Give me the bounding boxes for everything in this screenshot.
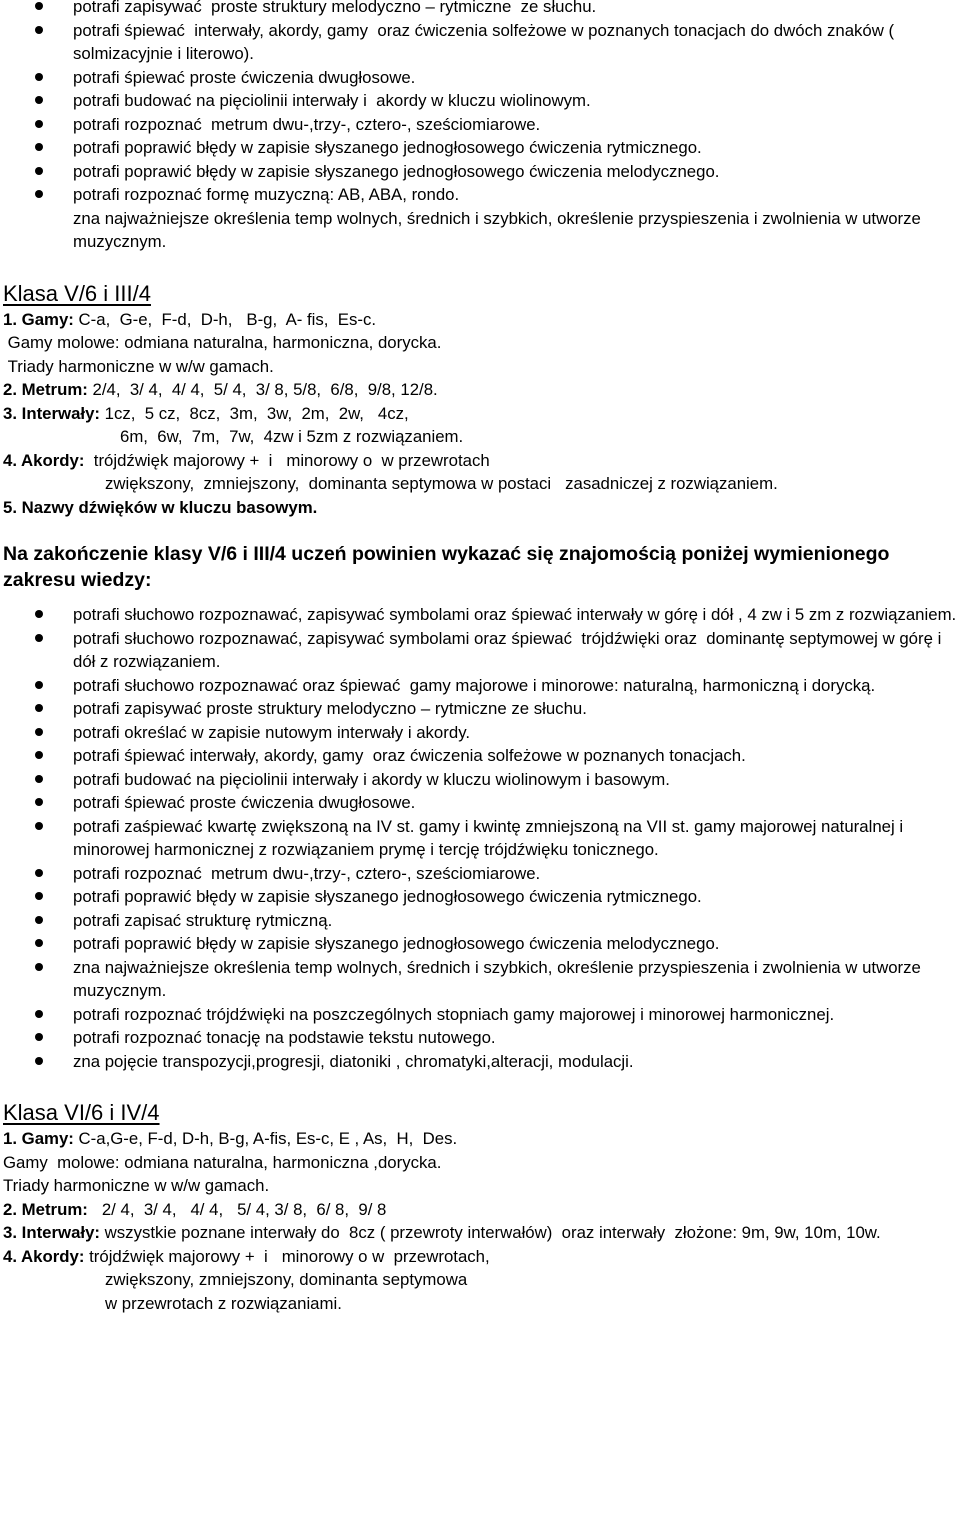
akordy-continuation: zwiększony, zmniejszony, dominanta septymowa w postaci zasadniczej z rozwiązaniem. [105, 474, 778, 493]
list-item: potrafi budować na pięciolinii interwały i akordy w kluczu wiolinowym. [73, 89, 960, 113]
list-item: potrafi śpiewać interwały, akordy, gamy oraz ćwiczenia solfeżowe w poznanych tonacjach. [73, 744, 960, 768]
list-continuation: zna najważniejsze określenia temp wolnych, średnich i szybkich, określenie przyspieszenia i zwolnienia w utworze muzycznym. [73, 208, 926, 251]
section-heading-klasa-v: Klasa V/6 i III/4 [3, 280, 151, 306]
metrum-line: 2. Metrum: 2/4, 3/ 4, 4/ 4, 5/ 4, 3/ 8, 5/8, 6/8, 9/8, 12/8. [3, 380, 438, 399]
list-item: zna najważniejsze określenia temp wolnych, średnich i szybkich, określenie przyspieszenia i zwolnienia w utworze muzycznym. [73, 956, 960, 1003]
akordy-line: 4. Akordy: trójdźwięk majorowy + i minorowy o w przewrotach [3, 450, 490, 470]
list-item: potrafi rozpoznać tonację na podstawie tekstu nutowego. [73, 1026, 960, 1050]
list-item: zna pojęcie transpozycji,progresji, diatoniki , chromatyki,alteracji, modulacji. [73, 1050, 960, 1074]
interwaly-continuation: 6m, 6w, 7m, 7w, 4zw i 5zm z rozwiązaniem. [120, 427, 464, 446]
list-item: potrafi śpiewać interwały, akordy, gamy oraz ćwiczenia solfeżowe w poznanych tonacjach do dwóch znaków ( solmizacyjnie i literowo). [73, 19, 960, 66]
akordy-line: 4. Akordy: trójdźwięk majorowy + i minorowy o w przewrotach, [3, 1246, 490, 1266]
interwaly-line: 3. Interwały: 1cz, 5 cz, 8cz, 3m, 3w, 2m, 2w, 4cz, [3, 403, 409, 423]
summary-bullet-list [0, 603, 960, 1073]
list-item: potrafi określać w zapisie nutowym interwały i akordy. [73, 721, 960, 745]
list-item: potrafi zapisać strukturę rytmiczną. [73, 909, 960, 933]
interwaly-line: 3. Interwały: wszystkie poznane interwały do 8cz ( przewroty interwałów) oraz interwały złożone: 9m, 9w, 10m, 10w. [3, 1223, 881, 1242]
gamy-line: 1. Gamy: C-a, G-e, F-d, D-h, B-g, A- fis, Es-c. [3, 309, 377, 329]
list-item: potrafi poprawić błędy w zapisie słyszanego jednogłosowego ćwiczenia rytmicznego. [73, 136, 960, 160]
summary-heading: Na zakończenie klasy V/6 i III/4 uczeń powinien wykazać się znajomością poniżej wymienionego zakresu wiedzy: [3, 543, 895, 591]
nazwy-line: 5. Nazwy dźwięków w kluczu basowym. [3, 497, 318, 517]
list-item: potrafi rozpoznać metrum dwu-,trzy-, cztero-, sześciomiarowe. [73, 862, 960, 886]
akordy-continuation: zwiększony, zmniejszony, dominanta septymowa [105, 1270, 468, 1289]
list-item: potrafi rozpoznać trójdźwięki na poszczególnych stopniach gamy majorowej i minorowej harmonicznej. [73, 1003, 960, 1027]
top-bullet-list [0, 0, 960, 207]
list-item: potrafi słuchowo rozpoznawać, zapisywać symbolami oraz śpiewać trójdźwięki oraz dominantę septymowej w górę i dół z rozwiązaniem. [73, 627, 960, 674]
list-item: potrafi poprawić błędy w zapisie słyszanego jednogłosowego ćwiczenia melodycznego. [73, 932, 960, 956]
gamy-molowe-line: Gamy molowe: odmiana naturalna, harmoniczna, dorycka. [3, 333, 442, 352]
gamy-line: 1. Gamy: C-a,G-e, F-d, D-h, B-g, A-fis, Es-c, E , As, H, Des. [3, 1129, 458, 1148]
list-item: potrafi śpiewać proste ćwiczenia dwugłosowe. [73, 66, 960, 90]
triady-line: Triady harmoniczne w w/w gamach. [3, 356, 274, 376]
list-item: potrafi poprawić błędy w zapisie słyszanego jednogłosowego ćwiczenia melodycznego. [73, 160, 960, 184]
list-item: potrafi budować na pięciolinii interwały i akordy w kluczu wiolinowym i basowym. [73, 768, 960, 792]
list-item: potrafi słuchowo rozpoznawać, zapisywać symbolami oraz śpiewać interwały w górę i dół , 4 zw i 5 zm z rozwiązaniem. [73, 603, 960, 627]
list-item: potrafi zaśpiewać kwartę zwiększoną na IV st. gamy i kwintę zmniejszoną na VII st. gamy majorowej naturalnej i minorowej harmonicznej z rozwiązaniem prymę i tercję trójdźwięku tonicznego. [73, 815, 960, 862]
list-item: potrafi rozpoznać formę muzyczną: AB, ABA, rondo. [73, 183, 960, 207]
section-heading-klasa-vi: Klasa VI/6 i IV/4 [3, 1100, 160, 1125]
metrum-line: 2. Metrum: 2/ 4, 3/ 4, 4/ 4, 5/ 4, 3/ 8, 6/ 8, 9/ 8 [3, 1199, 387, 1219]
akordy-continuation: w przewrotach z rozwiązaniami. [105, 1293, 342, 1313]
list-item: potrafi rozpoznać metrum dwu-,trzy-, cztero-, sześciomiarowe. [73, 113, 960, 137]
list-item: potrafi śpiewać proste ćwiczenia dwugłosowe. [73, 791, 960, 815]
list-item: potrafi zapisywać proste struktury melodyczno – rytmiczne ze słuchu. [73, 0, 960, 19]
triady-line: Triady harmoniczne w w/w gamach. [3, 1176, 270, 1195]
list-item: potrafi zapisywać proste struktury melodyczno – rytmiczne ze słuchu. [73, 697, 960, 721]
gamy-molowe-line: Gamy molowe: odmiana naturalna, harmoniczna ,dorycka. [3, 1152, 442, 1172]
list-item: potrafi poprawić błędy w zapisie słyszanego jednogłosowego ćwiczenia rytmicznego. [73, 885, 960, 909]
list-item: potrafi słuchowo rozpoznawać oraz śpiewać gamy majorowe i minorowe: naturalną, harmoniczną i dorycką. [73, 674, 960, 698]
